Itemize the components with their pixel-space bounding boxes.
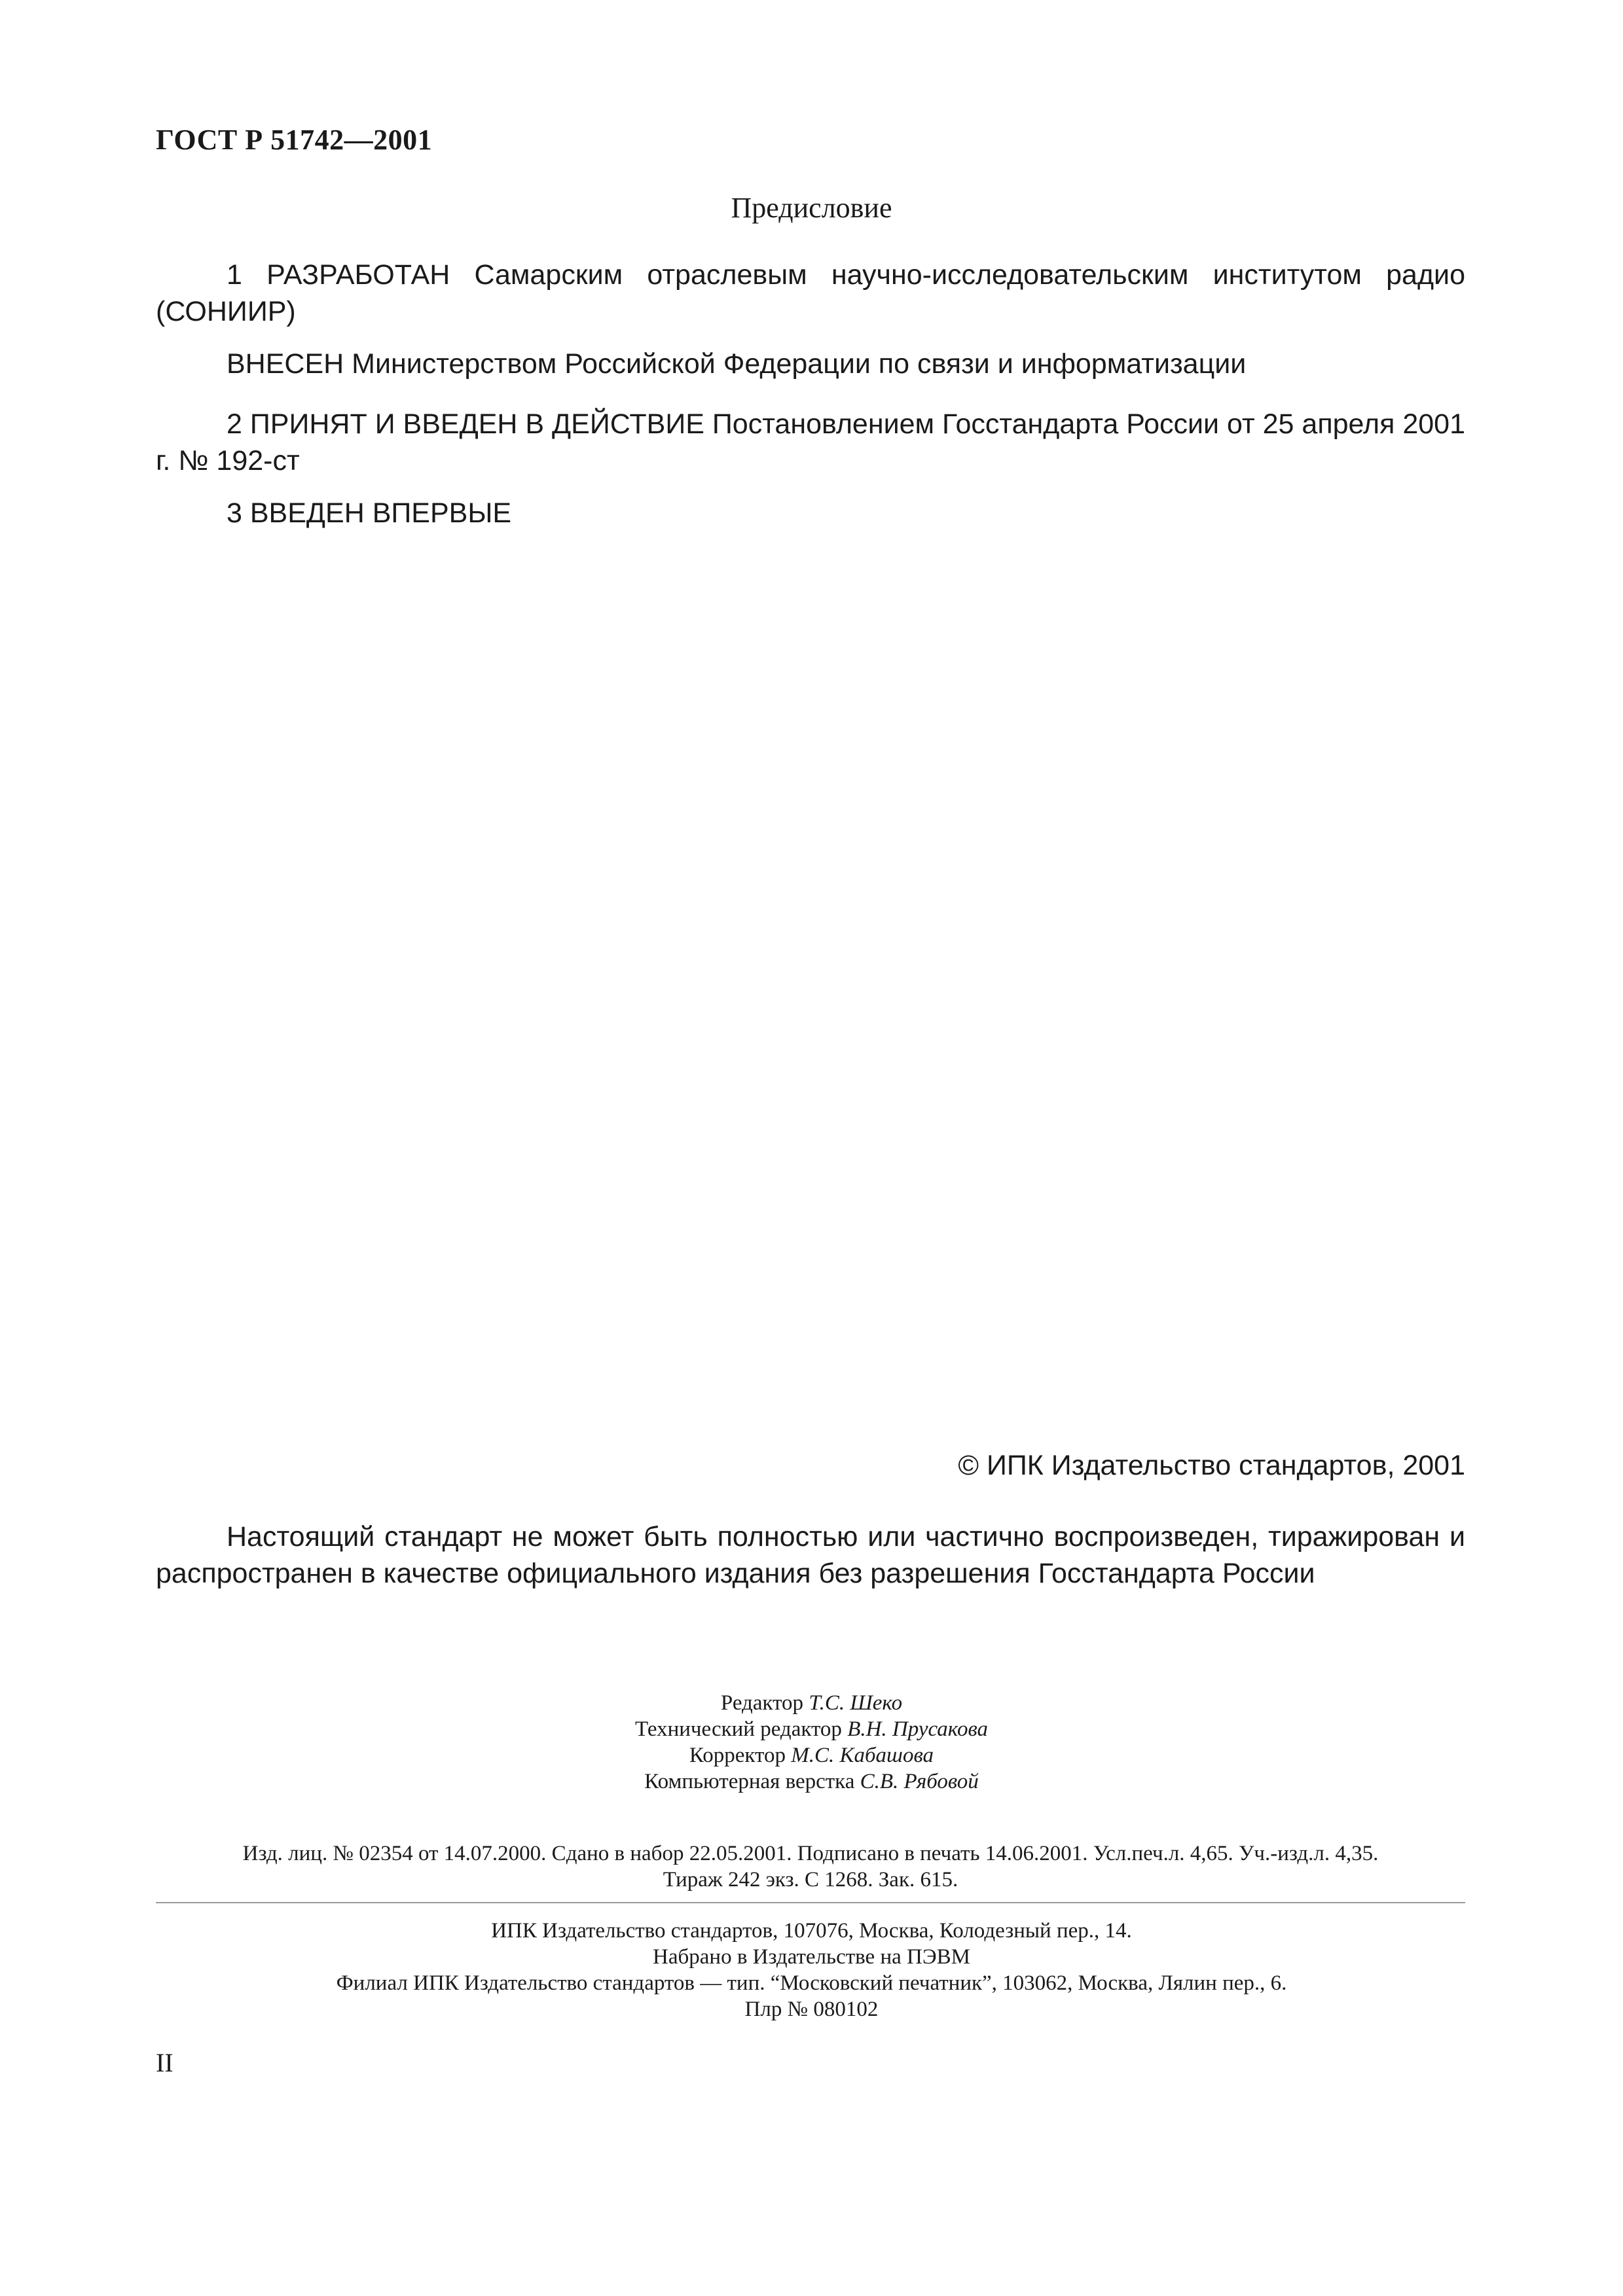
copyright-line: © ИПК Издательство стандартов, 2001 [958, 1450, 1465, 1481]
preface-title: Предисловие [731, 192, 892, 224]
publisher-line: ИПК Издательство стандартов, 107076, Москва, Колодезный пер., 14. [491, 1919, 1132, 1943]
credit-line [0, 1716, 1623, 1742]
credits-block [0, 1690, 1623, 1795]
credit-role: Редактор [720, 1691, 804, 1715]
credit-line [0, 1690, 1623, 1716]
reproduction-notice: Настоящий стандарт не может быть полностью или частично воспроизведен, тиражирован и распространен в качестве официального издания без разрешения Госстандарта России [156, 1521, 1465, 1589]
publisher-block [0, 1918, 1623, 2022]
credit-role: Корректор [689, 1744, 786, 1767]
publisher-line: Набрано в Издательстве на ПЭВМ [653, 1945, 970, 1969]
publisher-line: Филиал ИПК Издательство стандартов — тип. “Московский печатник”, 103062, Москва, Лялин пер., 6. [336, 1971, 1287, 1995]
credit-name: С.В. Рябовой [860, 1770, 979, 1793]
credit-name: Т.С. Шеко [809, 1691, 903, 1715]
credit-name: М.С. Кабашова [791, 1744, 934, 1767]
preface-paragraph-introduced: ВНЕСЕН Министерством Российской Федерации по связи и информатизации [227, 348, 1247, 380]
document-code: ГОСТ Р 51742—2001 [156, 124, 433, 156]
page-number: II [156, 2048, 173, 2077]
print-info-line: Тираж 242 экз. С 1268. Зак. 615. [663, 1868, 958, 1892]
credit-role: Технический редактор [634, 1717, 842, 1741]
print-info-line: Изд. лиц. № 02354 от 14.07.2000. Сдано в набор 22.05.2001. Подписано в печать 14.06.2001. Усл.печ.л. 4,65. Уч.-изд.л. 4,35. [242, 1842, 1379, 1865]
preface-paragraph-adopted: 2 ПРИНЯТ И ВВЕДЕН В ДЕЙСТВИЕ Постановлением Госстандарта России от 25 апреля 2001 г. № 192-ст [156, 408, 1465, 476]
divider-rule [156, 1902, 1465, 1903]
print-info-block [156, 1840, 1465, 1893]
credit-line [0, 1768, 1623, 1795]
credit-name: В.Н. Прусакова [847, 1717, 989, 1741]
credit-line [0, 1742, 1623, 1768]
publisher-line: Плр № 080102 [744, 1998, 879, 2021]
credit-role: Компьютерная верстка [644, 1770, 855, 1793]
preface-paragraph-first-time: 3 ВВЕДЕН ВПЕРВЫЕ [227, 497, 512, 529]
preface-paragraph-developed: 1 РАЗРАБОТАН Самарским отраслевым научно-исследовательским институтом радио (СОНИИР) [156, 259, 1465, 327]
